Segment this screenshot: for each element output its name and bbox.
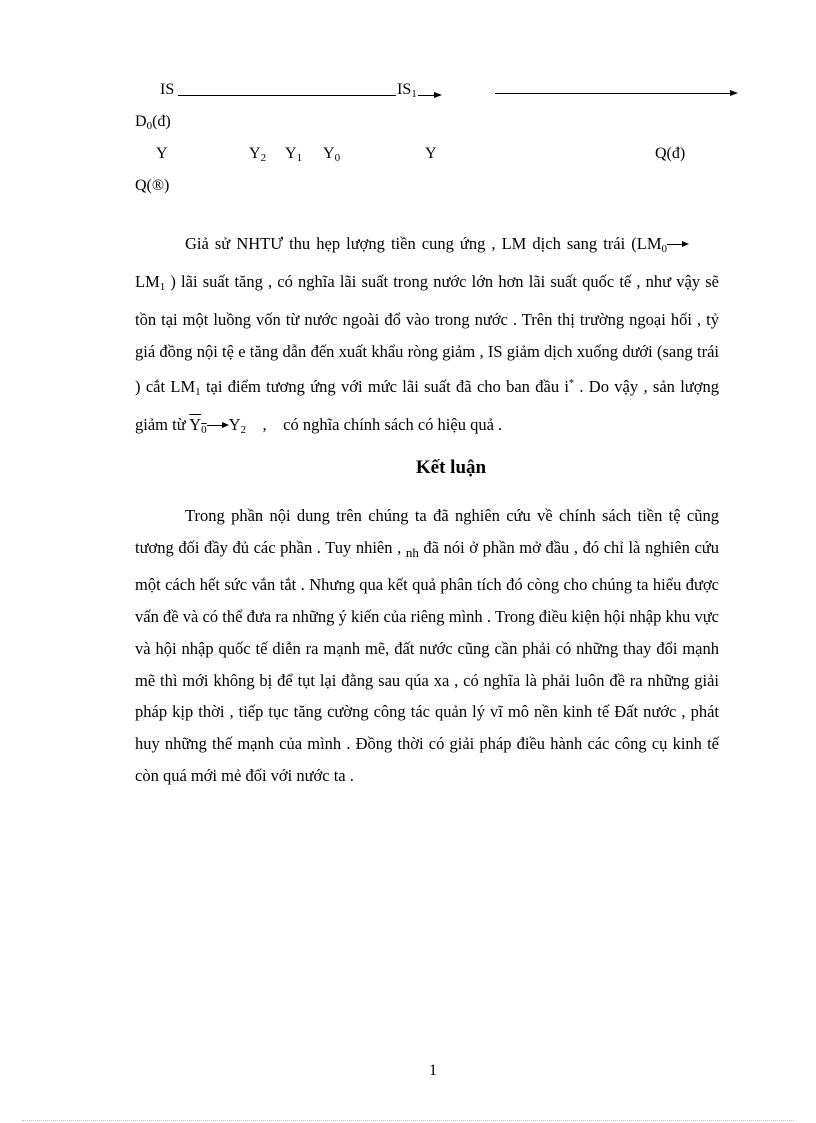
paragraph-2: Trong phần nội dung trên chúng ta đã nghiên cứu về chính sách tiền tệ cũng tương đối đầy đủ các phần . Tuy nhiên , $_{nh}$ đã nói ở phần mở đầu , đó chỉ là nghiên cứu một cách hết sức vắn tắt . Nhưng qua kết quả phân tích đó còng cho chúng ta hiểu được vấn đề và có thể đưa ra những ý kiến của riêng mình . Trong điều kiện hội nhập khu vực và hội nhập quốc tế diễn ra mạnh mẽ, đất nước cũng cần phải có những thay đổi mạnh mẽ thì mới không bị để tụt lại đằng sau qúa xa , có nghĩa là phải luôn đề ra những giải pháp kịp thời , tiếp tục tăng cường công tác quản lý vĩ mô nền kinh tế Đất nước , phát huy những thế mạnh của mình . Đồng thời có giải pháp điều hành các công cụ kinh tế còn quá mới mẻ đối với nước ta . bbox=[135, 506, 719, 786]
y1-label: $Y_1$ bbox=[285, 145, 303, 164]
d0-label: $D_0(đ)$ bbox=[135, 113, 171, 132]
y0-label: $Y_0$ bbox=[323, 145, 341, 164]
y2-label: $Y_2$ bbox=[249, 145, 267, 164]
right-axis-arrowhead-icon bbox=[730, 90, 738, 96]
q-label-left: Q(®) bbox=[135, 177, 170, 194]
is-label: IS bbox=[160, 81, 175, 98]
page-bottom-rule bbox=[22, 1120, 794, 1121]
is1-arrowhead-icon bbox=[434, 92, 442, 98]
conclusion-heading: Kết luận bbox=[415, 457, 487, 478]
is1-label: $IS_1$ bbox=[397, 81, 417, 100]
paragraph-1: Giả sử NHTƯ thu hẹp lượng tiền cung ứng , LM dịch sang trái ($LM_0$ $LM_1$ ) lãi suất tăng , có nghĩa lãi suất trong nước lớn hơn lãi suất quốc tế , như vậy sẽ tồn tại một luồng vốn từ nước ngoài đổ vào trong nước . Trên thị trường ngoại hối , tỷ giá đồng nội tệ e tăng dẫn đến xuất khẩu ròng giảm , IS giảm dịch xuống dưới (sang trái ) cắt $LM_1$ tại điểm tương ứng với mức lãi suất đã cho ban đầu i* . Do vậy , sản lượng giảm từ $Y_0$ $Y_2$ , có nghĩa chính sách có hiệu quả . bbox=[135, 234, 719, 436]
y-label-mid: Y bbox=[425, 145, 437, 162]
y0-overline: $Y_0$ bbox=[189, 414, 207, 436]
page-number: 1 bbox=[429, 1062, 437, 1079]
q-label-right: Q(đ) bbox=[655, 145, 686, 162]
is-line bbox=[178, 95, 396, 96]
right-axis-line bbox=[495, 93, 731, 94]
paragraph-1-body: ) lãi suất tăng , có nghĩa lãi suất trong nước lớn hơn lãi suất quốc tế , như vậy sẽ tồn tại một luồng vốn từ nước ngoài đổ vào trong nước . Trên thị trường ngoại hối , tỷ giá đồng nội tệ e tăng dẫn đến xuất khẩu ròng giảm , IS giảm dịch xuống dưới (sang trái ) cắt LM bbox=[135, 271, 719, 396]
arrow-icon bbox=[667, 240, 689, 250]
y-label-left: Y bbox=[156, 145, 168, 162]
is1-arrow-line bbox=[418, 95, 435, 96]
arrow-icon bbox=[207, 421, 229, 431]
paragraph-1-line-1: Giả sử NHTƯ thu hẹp lượng tiền cung ứng , LM dịch sang trái (LM bbox=[185, 234, 662, 253]
